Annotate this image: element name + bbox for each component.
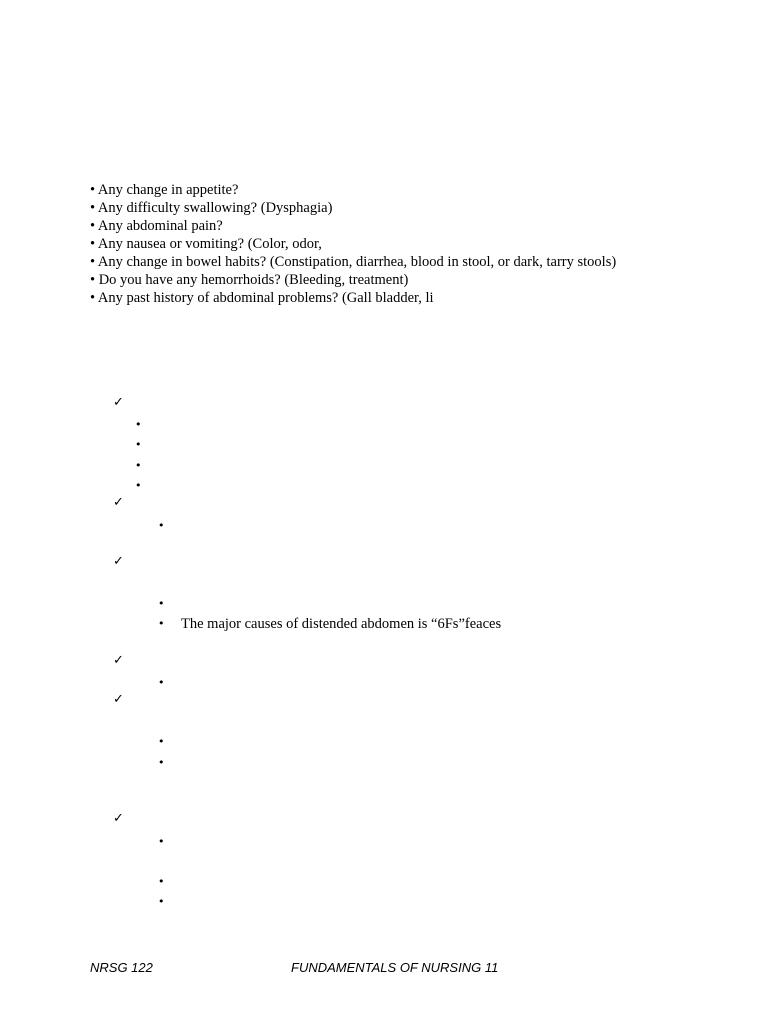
bullet-icon: • (158, 617, 165, 630)
bullet-icon: • (135, 418, 142, 431)
question-item: • Any abdominal pain? (90, 218, 223, 234)
question-item: • Any change in bowel habits? (Constipation, diarrhea, blood in stool, or dark, tarry stools) (90, 254, 617, 270)
bullet-icon: • (158, 895, 165, 908)
bullet-icon: • (158, 519, 165, 532)
bullet-icon: • (135, 438, 142, 451)
checkmark-icon: ✓ (113, 395, 124, 410)
bullet-icon: • (158, 676, 165, 689)
bullet-icon: • (135, 479, 142, 492)
history-questions-list (90, 181, 616, 307)
footer-course-title: FUNDAMENTALS OF NURSING 11 (291, 960, 499, 975)
distended-abdomen-text: The major causes of distended abdomen is “6Fs”feaces (181, 616, 502, 632)
checkmark-icon: ✓ (113, 554, 124, 569)
question-item: • Do you have any hemorrhoids? (Bleeding, treatment) (90, 272, 409, 288)
bullet-icon: • (158, 875, 165, 888)
question-item: • Any nausea or vomiting? (Color, odor, (90, 236, 322, 252)
question-item: • Any change in appetite? (90, 182, 239, 198)
bullet-icon: • (158, 735, 165, 748)
question-item: • Any past history of abdominal problems? (Gall bladder, li (90, 290, 434, 306)
question-item: • Any difficulty swallowing? (Dysphagia) (90, 200, 333, 216)
bullet-icon: • (135, 459, 142, 472)
footer-course-code: NRSG 122 (90, 960, 153, 975)
bullet-icon: • (158, 597, 165, 610)
checkmark-icon: ✓ (113, 653, 124, 668)
checkmark-icon: ✓ (113, 692, 124, 707)
bullet-icon: • (158, 835, 165, 848)
bullet-icon: • (158, 756, 165, 769)
checkmark-icon: ✓ (113, 495, 124, 510)
checkmark-icon: ✓ (113, 811, 124, 826)
